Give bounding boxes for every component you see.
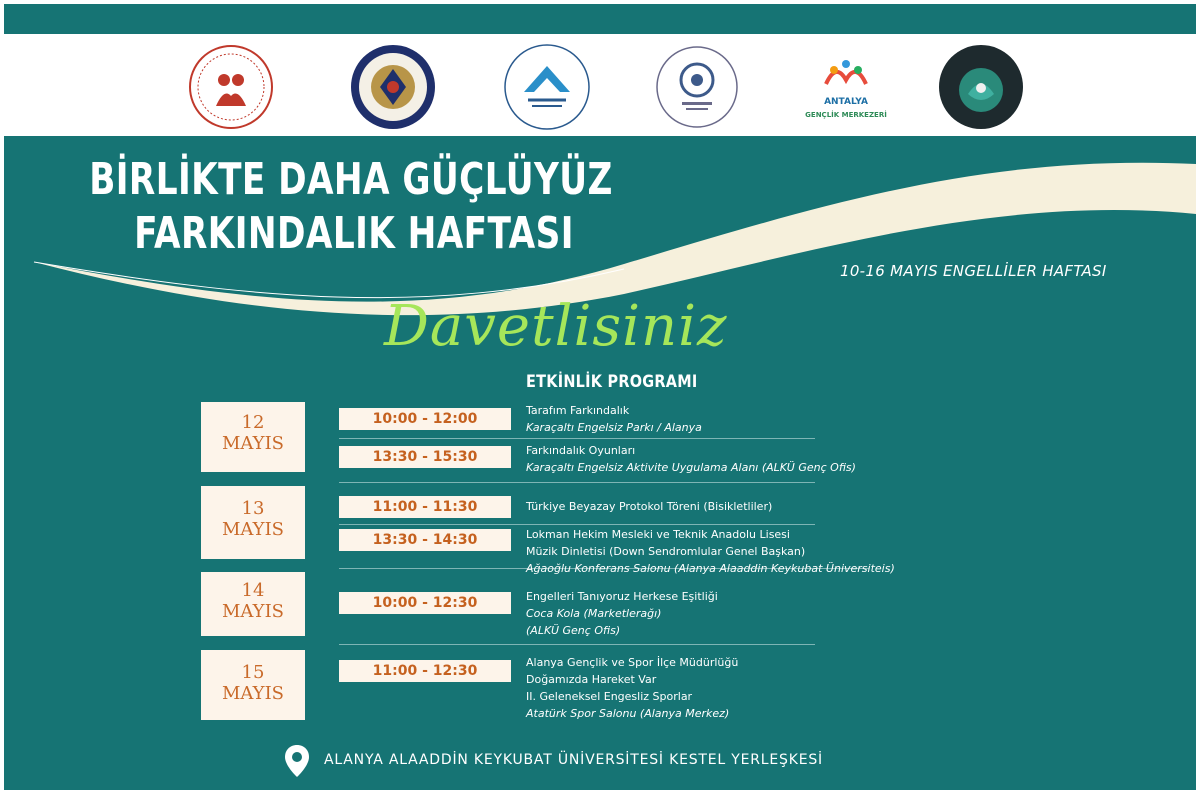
day-box-12 [201,402,305,472]
logo-strip [4,34,1196,136]
week-label: 10-16 MAYIS ENGELLİLER HAFTASI [840,262,1107,280]
event-place: Atatürk Spor Salonu (Alanya Merkez) [526,707,730,720]
alaaddin-keykubat-university-logo-icon [504,44,590,130]
day-month: MAYIS [221,601,285,622]
event-entry [526,402,702,436]
event-place-line-2: (ALKÜ Genç Ofis) [526,624,621,637]
event-entry [526,654,738,722]
event-name: Alanya Gençlik ve Spor İlçe Müdürlüğü [526,656,739,669]
day-box-13 [201,486,305,559]
event-name: Tarafım Farkındalık [526,404,630,417]
event-entry [526,442,856,476]
day-number: 13 [241,498,265,519]
event-place: Karaçaltı Engelsiz Parkı / Alanya [526,421,702,434]
time-slot: 10:00 - 12:00 [339,408,511,430]
time-slot: 11:00 - 11:30 [339,496,511,518]
event-place: Ağaoğlu Konferans Salonu (Alanya Alaaddin Keykubat Üniversiteis) [526,562,895,575]
time-slot: 13:30 - 15:30 [339,446,511,468]
day-month: MAYIS [221,683,285,704]
location-footer [284,744,904,778]
event-name: Farkındalık Oyunları [526,444,636,457]
invitation-script: Davetlisiniz [384,294,728,359]
event-place: Coca Kola (Marketlerağı) [526,607,662,620]
ministry-family-services-logo-icon [188,44,274,130]
event-entry [526,498,772,515]
alanya-lions-club-logo-icon [938,44,1024,130]
location-text: ALANYA ALAADDİN KEYKUBAT ÜNİVERSİTESİ KESTEL YERLEŞKESİ [324,752,823,768]
program-title: ETKİNLİK PROGRAMI [526,372,698,392]
row-divider [339,524,815,525]
event-name-line-2: Doğamızda Hareket Var [526,673,657,686]
row-divider [339,438,815,439]
event-name-line-3: II. Geleneksel Engesliz Sporlar [526,690,693,703]
time-slot: 13:30 - 14:30 [339,529,511,551]
day-box-15 [201,650,305,720]
row-divider [339,644,815,645]
day-number: 15 [241,662,265,683]
title-line-1: BİRLİKTE DAHA GÜÇLÜYÜZ [89,154,613,205]
youth-center-subtitle: GENÇLİK MERKEZERİ [805,111,887,119]
time-slot: 10:00 - 12:30 [339,592,511,614]
row-divider [339,482,815,483]
time-slot: 11:00 - 12:30 [339,660,511,682]
police-directorate-logo-icon [350,44,436,130]
day-month: MAYIS [221,433,285,454]
disability-association-logo-icon [654,44,740,130]
day-box-14 [201,572,305,636]
event-place: Karaçaltı Engelsiz Aktivite Uygulama Alanı (ALKÜ Genç Ofis) [526,461,856,474]
event-entry [526,588,718,639]
title-line-2: FARKINDALIK HAFTASI [134,208,574,259]
antalya-youth-center-logo-icon [796,44,896,130]
event-poster [4,4,1196,790]
day-number: 14 [241,580,265,601]
top-band [4,4,1196,34]
event-name: Lokman Hekim Mesleki ve Teknik Anadolu Lisesi [526,528,790,541]
event-name-line-2: Müzik Dinletisi (Down Sendromlular Genel Başkan) [526,545,806,558]
day-month: MAYIS [221,519,285,540]
event-entry [526,526,895,577]
event-name: Türkiye Beyazay Protokol Töreni (Bisikletliler) [526,500,773,513]
event-name: Engelleri Tanıyoruz Herkese Eşitliği [526,590,718,603]
youth-center-name: ANTALYA [824,97,868,107]
location-pin-icon [284,744,310,778]
day-number: 12 [241,412,265,433]
